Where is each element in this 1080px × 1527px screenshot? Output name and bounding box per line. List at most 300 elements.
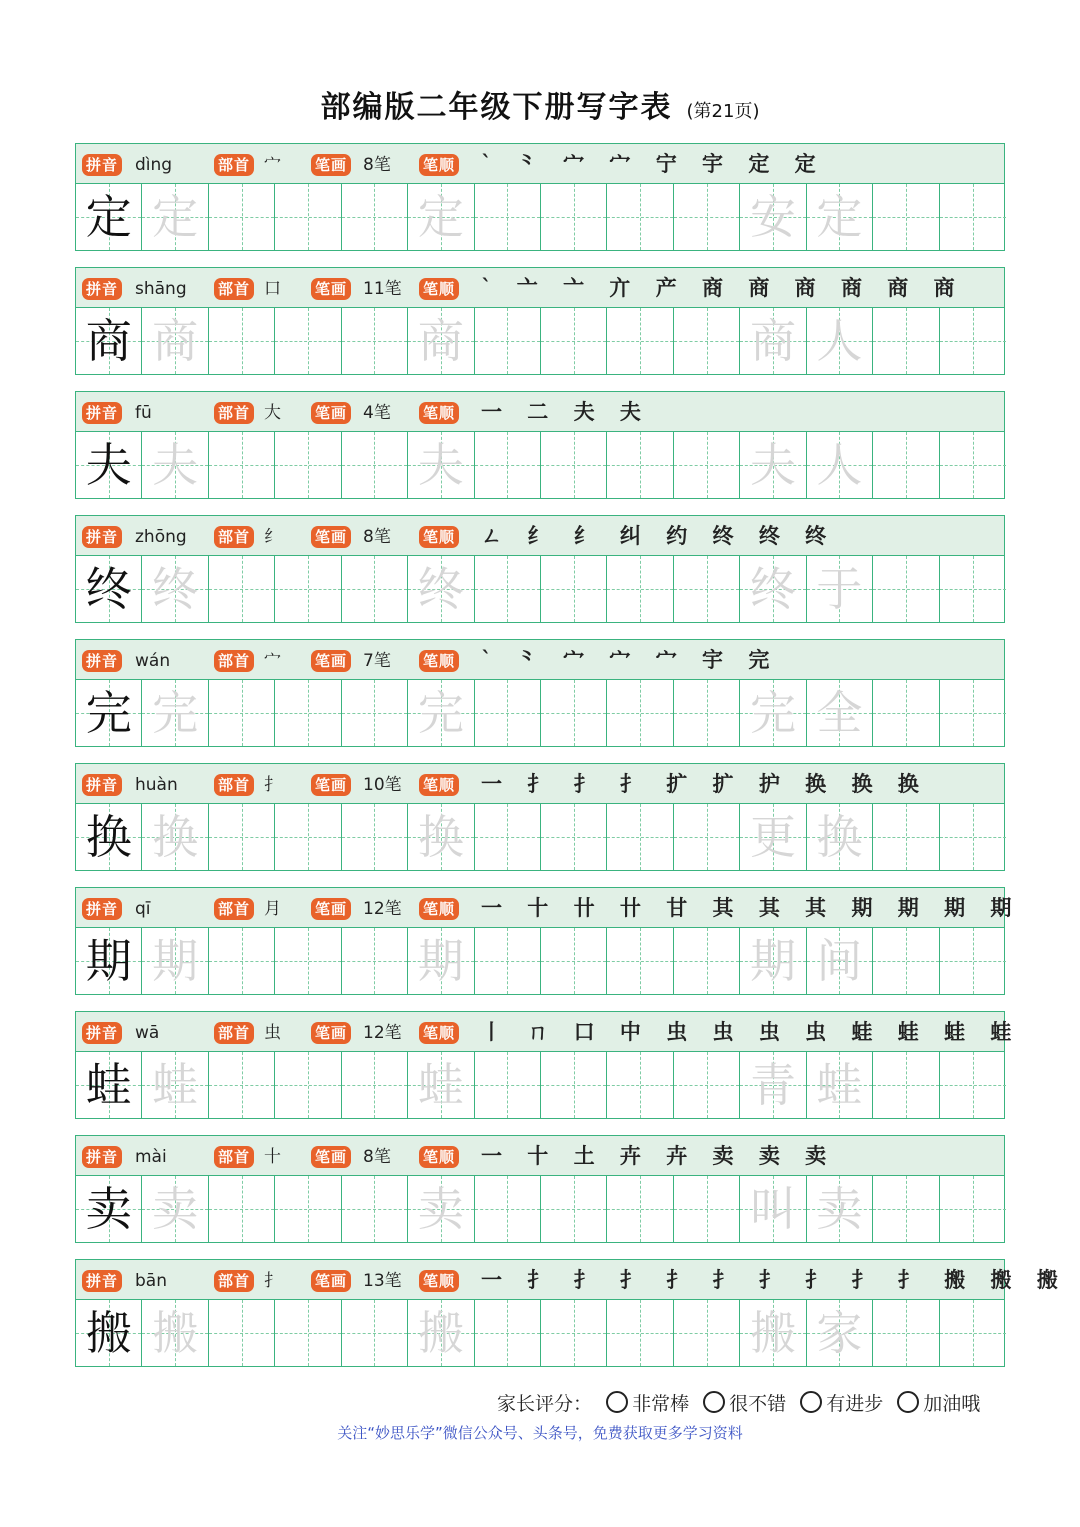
stroke-count-value: 8笔 — [363, 527, 391, 547]
writing-cell[interactable] — [541, 556, 607, 622]
writing-cell[interactable] — [76, 928, 142, 994]
writing-cell[interactable] — [674, 1176, 740, 1242]
writing-cell[interactable] — [674, 1300, 740, 1366]
stroke-count-value: 8笔 — [363, 1147, 391, 1167]
writing-cell[interactable] — [142, 308, 208, 374]
writing-cell[interactable] — [209, 308, 275, 374]
writing-cell[interactable] — [940, 432, 1006, 498]
stroke-order-badge: 笔顺 — [419, 774, 459, 796]
trace-character: 换 — [417, 810, 464, 864]
stroke-order-sequence: 一 扌 扌 扌 扌 扌 扌 扌 扌 扌 搬 搬 搬 — [481, 1267, 1067, 1292]
writing-grid — [76, 804, 1004, 870]
pinyin-value: fū — [135, 403, 152, 423]
stroke-order-badge: 笔顺 — [419, 650, 459, 672]
trace-character: 完 — [152, 686, 199, 740]
pinyin-value: dìng — [135, 155, 173, 175]
writing-cell[interactable] — [541, 1052, 607, 1118]
radical-badge: 部首 — [214, 898, 254, 920]
stroke-count-value: 7笔 — [363, 651, 391, 671]
writing-cell[interactable] — [940, 184, 1006, 250]
trace-character: 期 — [152, 934, 199, 988]
radical-badge: 部首 — [214, 154, 254, 176]
writing-cell[interactable] — [275, 432, 341, 498]
title-text: 部编版二年级下册写字表 — [320, 90, 673, 125]
rating-option-label: 非常棒 — [632, 1393, 690, 1415]
rating-option-label: 很不错 — [729, 1393, 787, 1415]
writing-cell[interactable] — [342, 184, 408, 250]
writing-cell[interactable] — [76, 184, 142, 250]
trace-character: 青 — [749, 1058, 796, 1112]
trace-character: 完 — [749, 686, 796, 740]
writing-cell[interactable] — [807, 432, 873, 498]
trace-character: 家 — [816, 1306, 863, 1360]
writing-cell[interactable] — [275, 1300, 341, 1366]
writing-cell[interactable] — [674, 928, 740, 994]
model-character: 卖 — [85, 1182, 132, 1236]
radical-badge: 部首 — [214, 1270, 254, 1292]
char-info-bar — [76, 392, 1004, 432]
trace-character: 定 — [417, 190, 464, 244]
radical-value: 宀 — [264, 651, 281, 671]
writing-cell[interactable] — [940, 680, 1006, 746]
writing-cell[interactable] — [475, 928, 541, 994]
model-character: 夫 — [85, 438, 132, 492]
stroke-count-value: 10笔 — [363, 775, 402, 795]
rating-label: 家长评分： — [497, 1393, 593, 1415]
writing-cell[interactable] — [142, 432, 208, 498]
writing-cell[interactable] — [541, 432, 607, 498]
writing-cell[interactable] — [541, 1176, 607, 1242]
pinyin-badge: 拼音 — [82, 402, 122, 424]
trace-character: 商 — [152, 314, 199, 368]
parent-rating — [497, 1389, 980, 1416]
writing-cell[interactable] — [740, 184, 806, 250]
pinyin-badge: 拼音 — [82, 154, 122, 176]
writing-cell[interactable] — [873, 308, 939, 374]
writing-cell[interactable] — [408, 1052, 474, 1118]
trace-character: 蛙 — [152, 1058, 199, 1112]
writing-cell[interactable] — [275, 928, 341, 994]
writing-cell[interactable] — [209, 184, 275, 250]
writing-cell[interactable] — [342, 432, 408, 498]
writing-cell[interactable] — [807, 1176, 873, 1242]
trace-character: 安 — [749, 190, 796, 244]
writing-cell[interactable] — [940, 1300, 1006, 1366]
stroke-order-badge: 笔顺 — [419, 278, 459, 300]
page-title — [0, 82, 1080, 126]
writing-grid — [76, 680, 1004, 746]
pinyin-badge: 拼音 — [82, 898, 122, 920]
writing-cell[interactable] — [76, 680, 142, 746]
radical-value: 月 — [264, 899, 281, 919]
writing-cell[interactable] — [342, 1176, 408, 1242]
writing-cell[interactable] — [475, 1176, 541, 1242]
pinyin-badge: 拼音 — [82, 1022, 122, 1044]
writing-cell[interactable] — [607, 1300, 673, 1366]
page-note: (第21页) — [686, 101, 760, 122]
writing-cell[interactable] — [873, 1052, 939, 1118]
writing-cell[interactable] — [342, 308, 408, 374]
pinyin-badge: 拼音 — [82, 650, 122, 672]
model-character: 搬 — [85, 1306, 132, 1360]
writing-cell[interactable] — [209, 680, 275, 746]
stroke-count-value: 12笔 — [363, 1023, 402, 1043]
trace-character: 更 — [749, 810, 796, 864]
writing-cell[interactable] — [142, 1300, 208, 1366]
writing-cell[interactable] — [807, 1300, 873, 1366]
char-block — [75, 1135, 1005, 1243]
radical-value: 扌 — [264, 1271, 281, 1291]
char-info-bar — [76, 144, 1004, 184]
writing-cell[interactable] — [873, 804, 939, 870]
char-block — [75, 887, 1021, 995]
stroke-count-badge: 笔画 — [311, 898, 351, 920]
pinyin-value: mài — [135, 1147, 167, 1167]
char-block — [75, 639, 1005, 747]
trace-character: 于 — [816, 562, 863, 616]
pinyin-value: wā — [135, 1023, 160, 1043]
writing-cell[interactable] — [607, 432, 673, 498]
model-character: 商 — [85, 314, 132, 368]
writing-cell[interactable] — [76, 556, 142, 622]
stroke-count-badge: 笔画 — [311, 278, 351, 300]
stroke-count-value: 13笔 — [363, 1271, 402, 1291]
trace-character: 终 — [152, 562, 199, 616]
writing-cell[interactable] — [740, 432, 806, 498]
trace-character: 商 — [749, 314, 796, 368]
writing-cell[interactable] — [607, 928, 673, 994]
writing-cell[interactable] — [209, 928, 275, 994]
rating-option-circle[interactable] — [897, 1391, 919, 1413]
writing-grid — [76, 1052, 1004, 1118]
writing-cell[interactable] — [541, 804, 607, 870]
writing-cell[interactable] — [873, 1300, 939, 1366]
radical-value: 宀 — [264, 155, 281, 175]
stroke-order-sequence: ` ⺀ 宀 宀 宁 宇 定 定 — [481, 151, 825, 176]
writing-cell[interactable] — [275, 556, 341, 622]
char-info-bar — [76, 1260, 1067, 1300]
writing-cell[interactable] — [142, 184, 208, 250]
writing-cell[interactable] — [674, 184, 740, 250]
trace-character: 搬 — [749, 1306, 796, 1360]
writing-cell[interactable] — [607, 1176, 673, 1242]
writing-cell[interactable] — [740, 928, 806, 994]
writing-grid — [76, 308, 1004, 374]
writing-cell[interactable] — [541, 928, 607, 994]
stroke-order-sequence: 一 扌 扌 扌 扩 扩 护 换 换 换 — [481, 771, 928, 796]
char-block — [75, 267, 1005, 375]
pinyin-value: bān — [135, 1271, 167, 1291]
trace-character: 定 — [152, 190, 199, 244]
trace-character: 卖 — [417, 1182, 464, 1236]
pinyin-badge: 拼音 — [82, 526, 122, 548]
writing-cell[interactable] — [408, 184, 474, 250]
writing-cell[interactable] — [807, 184, 873, 250]
writing-cell[interactable] — [76, 1300, 142, 1366]
stroke-order-sequence: ` 亠 亠 亣 产 商 商 商 商 商 商 — [481, 275, 964, 300]
writing-cell[interactable] — [408, 308, 474, 374]
writing-cell[interactable] — [475, 1300, 541, 1366]
writing-cell[interactable] — [740, 680, 806, 746]
writing-cell[interactable] — [142, 804, 208, 870]
writing-cell[interactable] — [408, 432, 474, 498]
stroke-order-sequence: 一 十 土 卉 卉 卖 卖 卖 — [481, 1143, 836, 1168]
writing-cell[interactable] — [740, 556, 806, 622]
writing-cell[interactable] — [142, 556, 208, 622]
char-info-bar — [76, 764, 1004, 804]
writing-grid — [76, 184, 1004, 250]
writing-grid — [76, 556, 1004, 622]
writing-cell[interactable] — [674, 804, 740, 870]
radical-value: 十 — [264, 1147, 281, 1167]
trace-character: 期 — [417, 934, 464, 988]
radical-badge: 部首 — [214, 402, 254, 424]
writing-cell[interactable] — [541, 308, 607, 374]
footer-note: 关注“妙思乐学”微信公众号、头条号，免费获取更多学习资料 — [337, 1424, 743, 1442]
stroke-count-badge: 笔画 — [311, 1146, 351, 1168]
writing-cell[interactable] — [607, 308, 673, 374]
writing-cell[interactable] — [76, 804, 142, 870]
trace-character: 商 — [417, 314, 464, 368]
writing-cell[interactable] — [275, 804, 341, 870]
char-info-bar — [76, 1012, 1021, 1052]
writing-cell[interactable] — [76, 1176, 142, 1242]
writing-cell[interactable] — [209, 1052, 275, 1118]
writing-grid — [76, 432, 1004, 498]
trace-character: 定 — [816, 190, 863, 244]
char-block — [75, 763, 1005, 871]
pinyin-value: huàn — [135, 775, 178, 795]
writing-cell[interactable] — [940, 804, 1006, 870]
trace-character: 完 — [417, 686, 464, 740]
writing-cell[interactable] — [142, 928, 208, 994]
writing-cell[interactable] — [674, 1052, 740, 1118]
stroke-count-value: 8笔 — [363, 155, 391, 175]
model-character: 蛙 — [85, 1058, 132, 1112]
trace-character: 终 — [417, 562, 464, 616]
stroke-order-badge: 笔顺 — [419, 1022, 459, 1044]
writing-cell[interactable] — [541, 1300, 607, 1366]
writing-cell[interactable] — [408, 1176, 474, 1242]
trace-character: 搬 — [152, 1306, 199, 1360]
trace-character: 夫 — [417, 438, 464, 492]
radical-badge: 部首 — [214, 1022, 254, 1044]
writing-cell[interactable] — [607, 804, 673, 870]
rating-option-circle[interactable] — [606, 1391, 628, 1413]
writing-cell[interactable] — [408, 928, 474, 994]
writing-cell[interactable] — [873, 680, 939, 746]
writing-cell[interactable] — [342, 928, 408, 994]
trace-character: 叫 — [749, 1182, 796, 1236]
stroke-order-badge: 笔顺 — [419, 1146, 459, 1168]
writing-grid — [76, 1176, 1004, 1242]
radical-badge: 部首 — [214, 278, 254, 300]
writing-cell[interactable] — [275, 184, 341, 250]
trace-character: 卖 — [816, 1182, 863, 1236]
writing-cell[interactable] — [873, 432, 939, 498]
writing-cell[interactable] — [408, 680, 474, 746]
writing-cell[interactable] — [740, 804, 806, 870]
writing-cell[interactable] — [873, 928, 939, 994]
writing-cell[interactable] — [940, 1052, 1006, 1118]
trace-character: 换 — [816, 810, 863, 864]
writing-cell[interactable] — [475, 1052, 541, 1118]
stroke-order-sequence: ` ⺀ 宀 宀 宀 宇 完 — [481, 647, 779, 672]
writing-cell[interactable] — [475, 184, 541, 250]
trace-character: 全 — [816, 686, 863, 740]
model-character: 换 — [85, 810, 132, 864]
writing-cell[interactable] — [475, 804, 541, 870]
writing-cell[interactable] — [76, 308, 142, 374]
writing-cell[interactable] — [342, 1300, 408, 1366]
writing-cell[interactable] — [275, 680, 341, 746]
writing-cell[interactable] — [940, 556, 1006, 622]
stroke-count-value: 12笔 — [363, 899, 402, 919]
radical-value: 虫 — [264, 1023, 281, 1043]
writing-cell[interactable] — [807, 680, 873, 746]
stroke-count-badge: 笔画 — [311, 154, 351, 176]
pinyin-badge: 拼音 — [82, 1270, 122, 1292]
stroke-count-badge: 笔画 — [311, 402, 351, 424]
trace-character: 卖 — [152, 1182, 199, 1236]
stroke-order-badge: 笔顺 — [419, 526, 459, 548]
pinyin-value: wán — [135, 651, 171, 671]
writing-cell[interactable] — [475, 680, 541, 746]
pinyin-badge: 拼音 — [82, 278, 122, 300]
radical-badge: 部首 — [214, 650, 254, 672]
writing-cell[interactable] — [940, 308, 1006, 374]
writing-cell[interactable] — [408, 1300, 474, 1366]
stroke-order-sequence: ㄥ 纟 纟 纠 约 终 终 终 — [481, 523, 836, 548]
trace-character: 人 — [816, 438, 863, 492]
rating-option-circle[interactable] — [800, 1391, 822, 1413]
writing-cell[interactable] — [408, 556, 474, 622]
writing-cell[interactable] — [475, 308, 541, 374]
writing-cell[interactable] — [607, 556, 673, 622]
writing-cell[interactable] — [475, 556, 541, 622]
writing-cell[interactable] — [209, 556, 275, 622]
writing-cell[interactable] — [209, 1300, 275, 1366]
writing-cell[interactable] — [142, 1176, 208, 1242]
writing-cell[interactable] — [607, 1052, 673, 1118]
writing-cell[interactable] — [607, 184, 673, 250]
radical-value: 大 — [264, 403, 281, 423]
model-character: 完 — [85, 686, 132, 740]
writing-cell[interactable] — [940, 928, 1006, 994]
trace-character: 换 — [152, 810, 199, 864]
rating-option-circle[interactable] — [703, 1391, 725, 1413]
writing-cell[interactable] — [873, 556, 939, 622]
radical-badge: 部首 — [214, 1146, 254, 1168]
stroke-order-badge: 笔顺 — [419, 402, 459, 424]
stroke-order-badge: 笔顺 — [419, 898, 459, 920]
writing-cell[interactable] — [807, 308, 873, 374]
char-info-bar — [76, 640, 1004, 680]
writing-cell[interactable] — [740, 1052, 806, 1118]
writing-cell[interactable] — [740, 1176, 806, 1242]
pinyin-value: zhōng — [135, 527, 187, 547]
stroke-order-sequence: 一 二 夫 夫 — [481, 399, 650, 424]
stroke-order-sequence: 一 十 卄 卄 甘 其 其 其 期 期 期 期 — [481, 895, 1021, 920]
pinyin-badge: 拼音 — [82, 774, 122, 796]
writing-cell[interactable] — [740, 308, 806, 374]
writing-cell[interactable] — [807, 928, 873, 994]
char-block — [75, 1259, 1067, 1367]
writing-cell[interactable] — [408, 804, 474, 870]
writing-cell[interactable] — [873, 184, 939, 250]
writing-cell[interactable] — [807, 556, 873, 622]
writing-cell[interactable] — [342, 680, 408, 746]
stroke-count-badge: 笔画 — [311, 526, 351, 548]
writing-grid — [76, 928, 1004, 994]
writing-cell[interactable] — [275, 308, 341, 374]
writing-cell[interactable] — [475, 432, 541, 498]
stroke-order-badge: 笔顺 — [419, 154, 459, 176]
trace-character: 夫 — [749, 438, 796, 492]
stroke-order-badge: 笔顺 — [419, 1270, 459, 1292]
writing-cell[interactable] — [541, 184, 607, 250]
writing-cell[interactable] — [740, 1300, 806, 1366]
writing-cell[interactable] — [275, 1052, 341, 1118]
radical-badge: 部首 — [214, 774, 254, 796]
pinyin-badge: 拼音 — [82, 1146, 122, 1168]
stroke-order-sequence: 丨 ㄇ 口 中 虫 虫 虫 虫 蛙 蛙 蛙 蛙 — [481, 1019, 1021, 1044]
writing-cell[interactable] — [76, 1052, 142, 1118]
writing-cell[interactable] — [142, 680, 208, 746]
writing-cell[interactable] — [342, 804, 408, 870]
writing-cell[interactable] — [674, 556, 740, 622]
writing-cell[interactable] — [76, 432, 142, 498]
stroke-count-badge: 笔画 — [311, 774, 351, 796]
model-character: 期 — [85, 934, 132, 988]
writing-cell[interactable] — [873, 1176, 939, 1242]
writing-cell[interactable] — [342, 1052, 408, 1118]
stroke-count-badge: 笔画 — [311, 1022, 351, 1044]
writing-cell[interactable] — [209, 432, 275, 498]
radical-value: 口 — [264, 279, 281, 299]
stroke-count-badge: 笔画 — [311, 1270, 351, 1292]
writing-cell[interactable] — [674, 432, 740, 498]
writing-cell[interactable] — [807, 1052, 873, 1118]
writing-cell[interactable] — [674, 680, 740, 746]
char-info-bar — [76, 888, 1021, 928]
model-character: 定 — [85, 190, 132, 244]
writing-grid — [76, 1300, 1004, 1366]
writing-cell[interactable] — [541, 680, 607, 746]
char-block — [75, 1011, 1021, 1119]
trace-character: 终 — [749, 562, 796, 616]
writing-cell[interactable] — [342, 556, 408, 622]
pinyin-value: qī — [135, 899, 151, 919]
writing-cell[interactable] — [275, 1176, 341, 1242]
stroke-count-value: 11笔 — [363, 279, 402, 299]
writing-cell[interactable] — [209, 1176, 275, 1242]
writing-cell[interactable] — [674, 308, 740, 374]
model-character: 终 — [85, 562, 132, 616]
writing-cell[interactable] — [607, 680, 673, 746]
writing-cell[interactable] — [209, 804, 275, 870]
char-info-bar — [76, 1136, 1004, 1176]
radical-badge: 部首 — [214, 526, 254, 548]
trace-character: 期 — [749, 934, 796, 988]
stroke-count-value: 4笔 — [363, 403, 391, 423]
writing-cell[interactable] — [940, 1176, 1006, 1242]
pinyin-value: shāng — [135, 279, 187, 299]
trace-character: 人 — [816, 314, 863, 368]
rating-option-label: 有进步 — [826, 1393, 884, 1415]
writing-cell[interactable] — [807, 804, 873, 870]
writing-cell[interactable] — [142, 1052, 208, 1118]
